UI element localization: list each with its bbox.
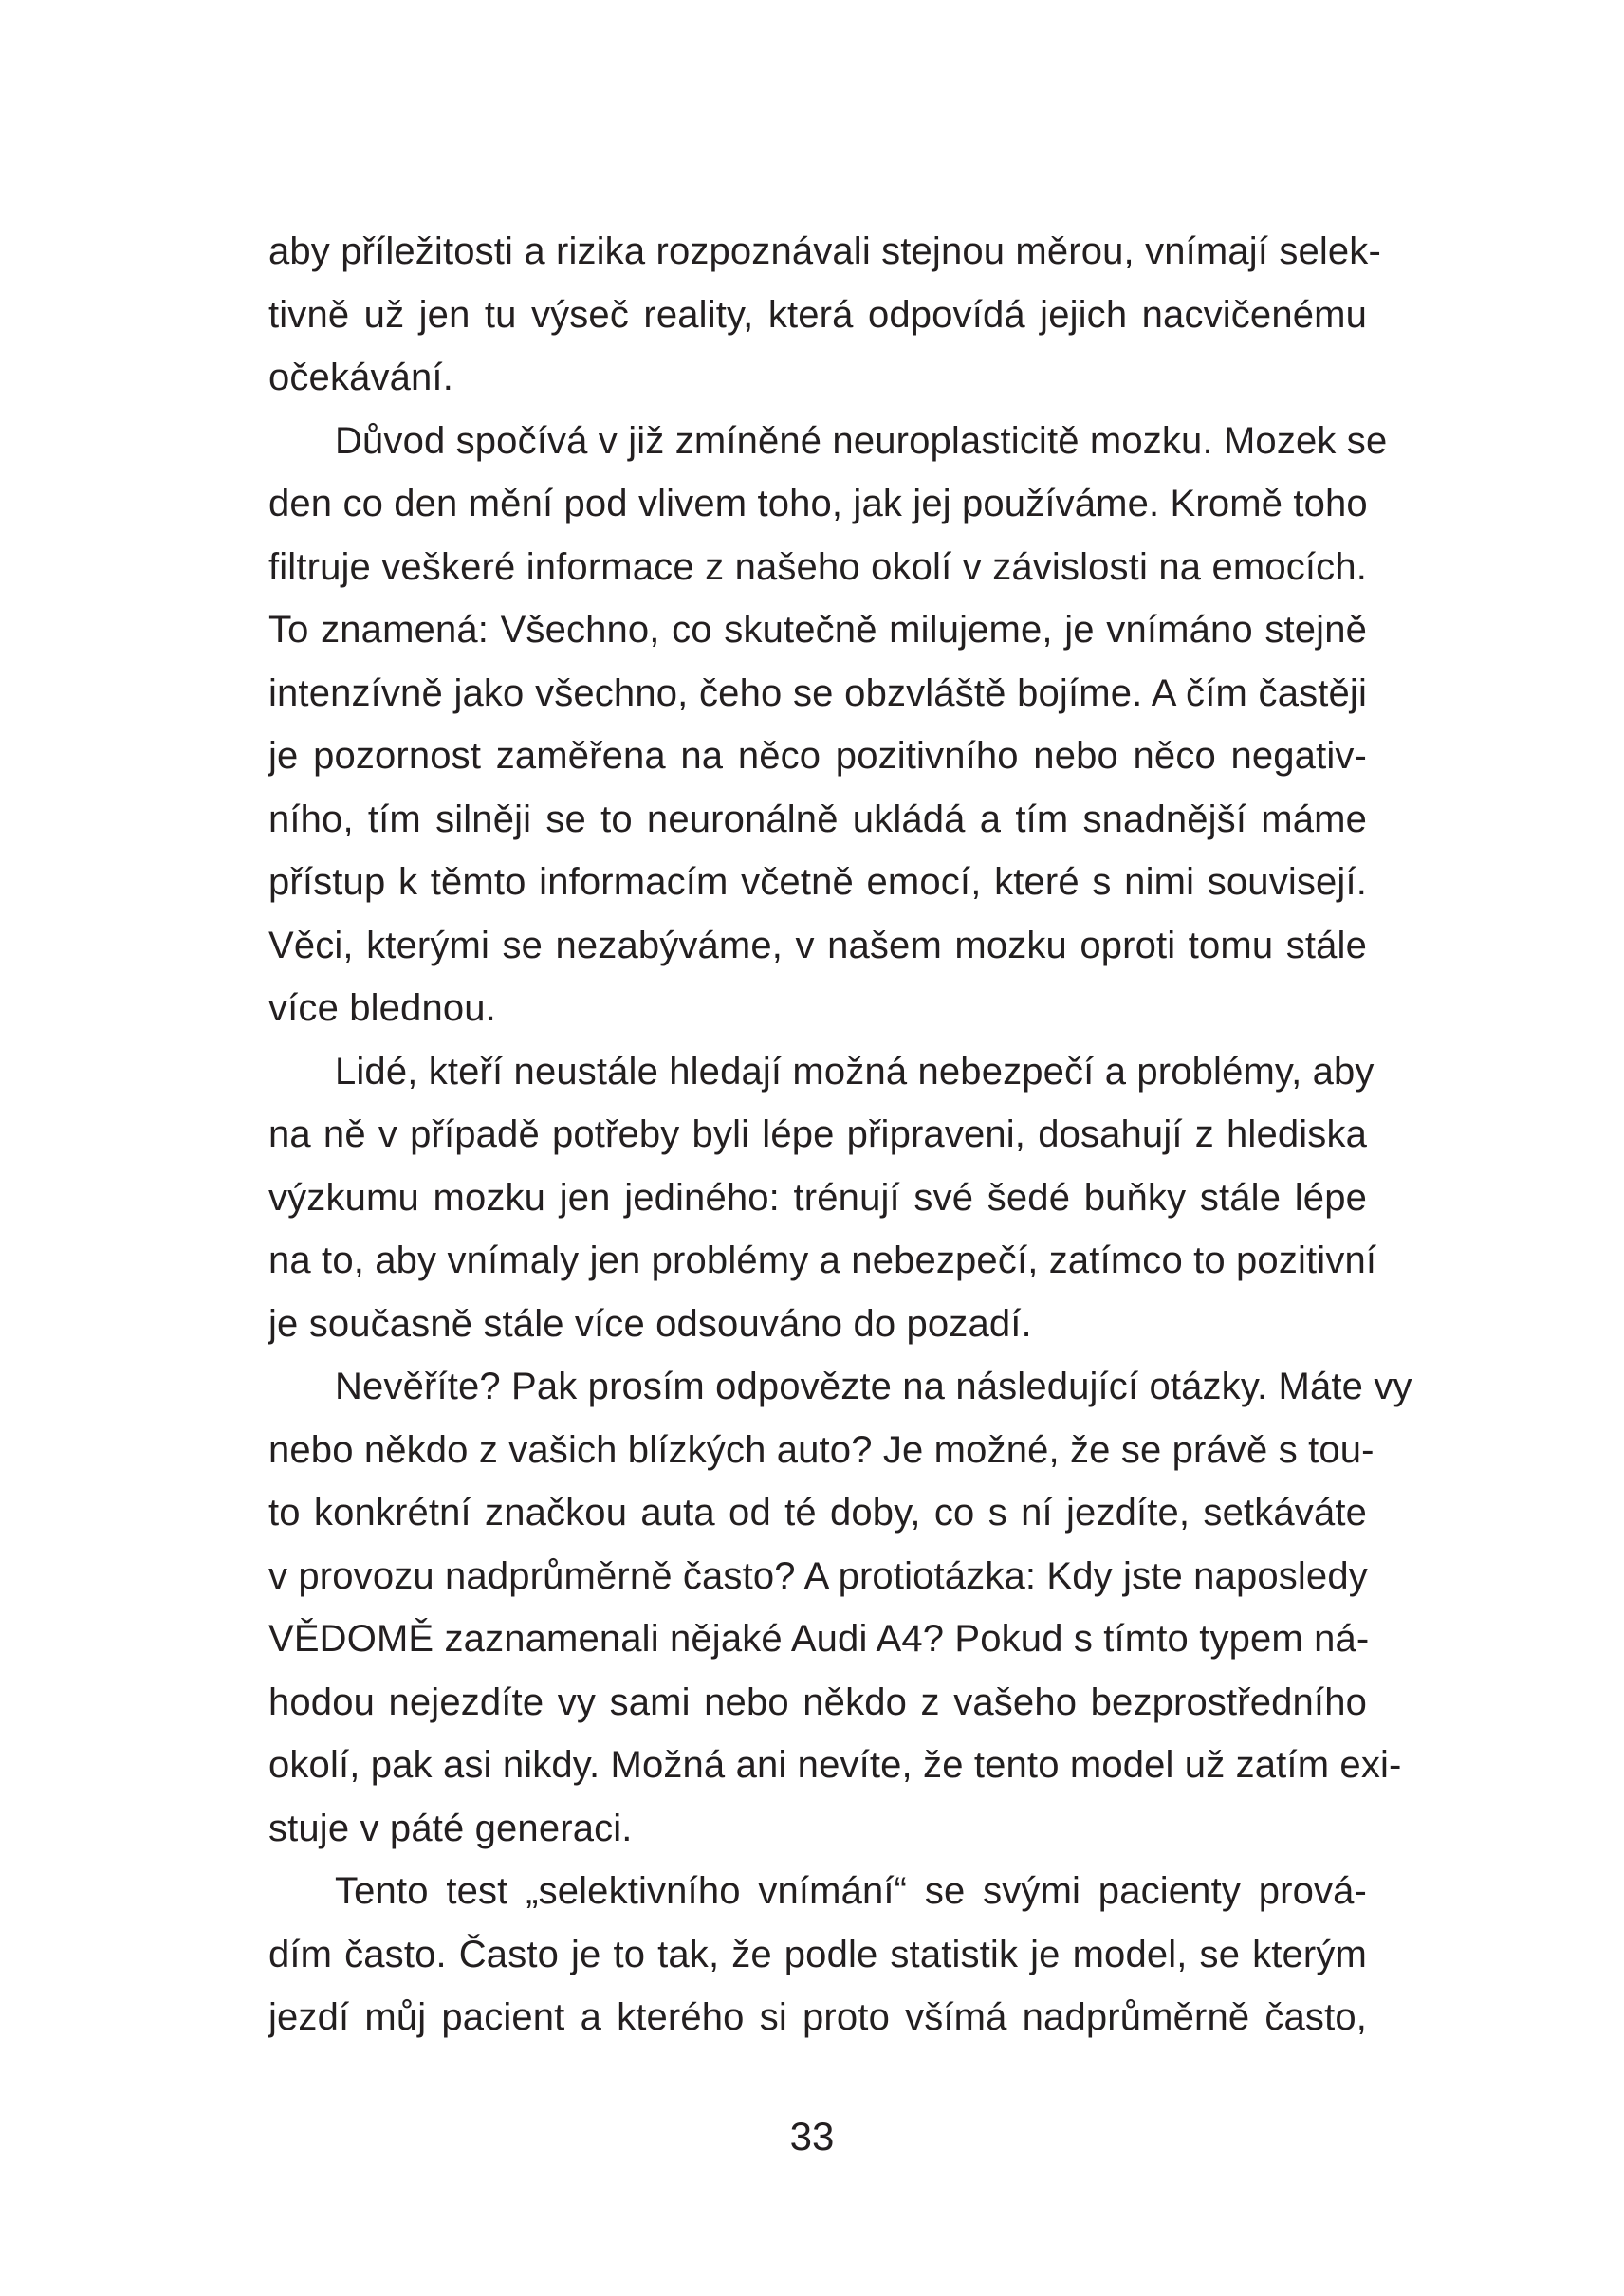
text-line: To znamená: Všechno, co skutečně milujeme, je vnímáno stejně [268, 609, 1367, 651]
text-line: dím často. Často je to tak, že podle statistik je model, se kterým [268, 1933, 1367, 1975]
text-line: Tento test „selektivního vnímání“ se svými pacienty prová- [335, 1870, 1367, 1912]
text-line: Důvod spočívá v již zmíněné neuroplasticitě mozku. Mozek se [335, 419, 1388, 462]
text-line: intenzívně jako všechno, čeho se obzvláště bojíme. A čím častěji [268, 671, 1367, 714]
text-line: VĚDOMĚ zaznamenali nějaké Audi A4? Pokud s tímto typem ná- [268, 1618, 1370, 1660]
text-line: je současně stále více odsouváno do pozadí. [268, 1302, 1032, 1345]
text-line: jezdí můj pacient a kterého si proto všímá nadprůměrně často, [268, 1996, 1367, 2038]
text-line: hodou nejezdíte vy sami nebo někdo z vašeho bezprostředního [268, 1681, 1367, 1723]
text-line: očekávání. [268, 357, 453, 398]
text-line: stuje v páté generaci. [268, 1807, 633, 1849]
text-line: Lidé, kteří neustále hledají možná nebezpečí a problémy, aby [335, 1050, 1375, 1093]
text-line: tivně už jen tu výseč reality, která odpovídá jejich nacvičenému [268, 293, 1367, 336]
page-body [268, 220, 1412, 2049]
paragraph-2 [268, 410, 1388, 1040]
text-line: Věci, kterými se nezabýváme, v našem mozku oproti tomu stále [268, 924, 1367, 966]
text-line: výzkumu mozku jen jediného: trénují své šedé buňky stále lépe [268, 1176, 1367, 1219]
text-line: přístup k těmto informacím včetně emocí, které s nimi souvisejí. [268, 861, 1367, 903]
paragraph-1 [268, 220, 1381, 410]
text-line: na to, aby vnímaly jen problémy a nebezpečí, zatímco to pozitivní [268, 1240, 1377, 1281]
text-line: den co den mění pod vlivem toho, jak jej používáme. Kromě toho [268, 483, 1368, 524]
text-line: to konkrétní značkou auta od té doby, co s ní jezdíte, setkáváte [268, 1492, 1367, 1534]
text-line: aby příležitosti a rizika rozpoznávali stejnou měrou, vnímají selek- [268, 230, 1381, 272]
text-line: na ně v případě potřeby byli lépe připraveni, dosahují z hlediska [268, 1113, 1367, 1155]
text-line: Nevěříte? Pak prosím odpovězte na následující otázky. Máte vy [335, 1366, 1412, 1407]
text-line: nebo někdo z vašich blízkých auto? Je možné, že se právě s tou- [268, 1428, 1375, 1471]
text-line: je pozornost zaměřena na něco pozitivního nebo něco negativ- [268, 735, 1367, 777]
text-line: více blednou. [268, 987, 496, 1029]
text-line: v provozu nadprůměrně často? A protiotázka: Kdy jste naposledy [268, 1554, 1368, 1597]
text-line: ního, tím silněji se to neuronálně ukládá a tím snadnější máme [268, 798, 1367, 840]
page-number: 33 [789, 2114, 835, 2158]
paragraph-3 [268, 1040, 1377, 1356]
text-line: filtruje veškeré informace z našeho okolí v závislosti na emocích. [268, 545, 1367, 588]
text-line: okolí, pak asi nikdy. Možná ani nevíte, že tento model už zatím exi- [268, 1744, 1402, 1786]
paragraph-4 [268, 1355, 1412, 1860]
paragraph-5 [268, 1860, 1367, 2049]
